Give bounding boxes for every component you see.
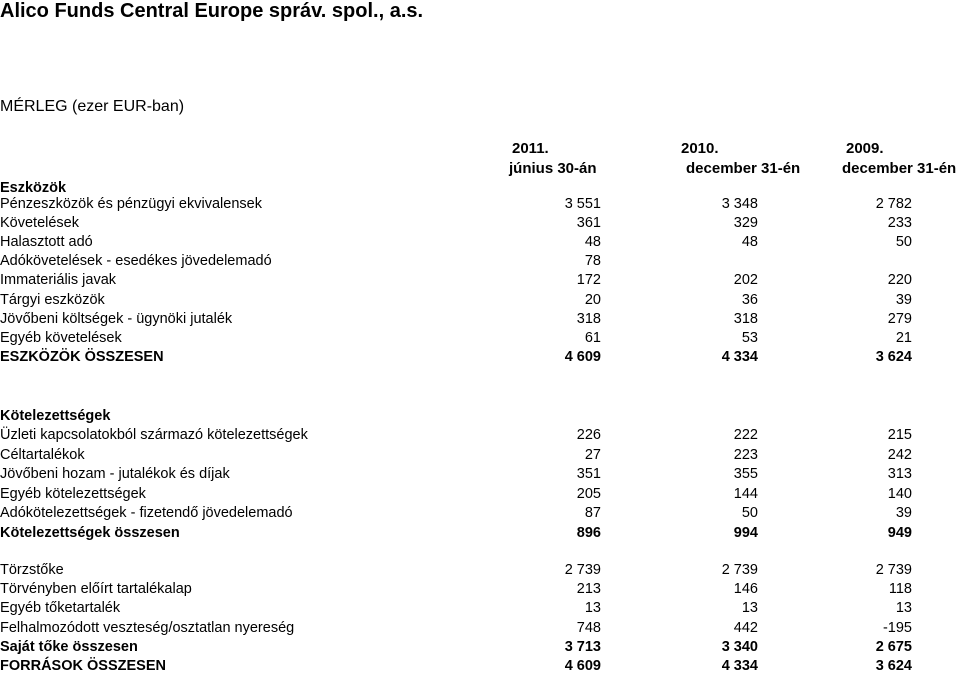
row-value-col-3: 949 [887,524,912,541]
row-label: ESZKÖZÖK ÖSSZESEN [0,348,164,365]
report-title: MÉRLEG (ezer EUR-ban) [0,98,185,115]
row-value-col-2: 442 [733,619,758,636]
row-value-col-3: 2 675 [875,638,912,655]
table-row [0,525,940,544]
row-value-col-2: 2 739 [721,562,758,578]
row-value-col-2: 994 [733,524,758,541]
section-assets-heading: Eszközök [0,180,67,196]
row-value-col-1: 896 [576,524,601,541]
row-label: Üzleti kapcsolatokból származó kötelezettségek [0,427,308,443]
row-value-col-3: 215 [887,427,912,443]
row-value-col-1: 4 609 [564,658,601,674]
row-label: Adókötelezettségek - fizetendő jövedelemadó [0,505,293,521]
table-row [0,639,940,658]
row-value-col-1: 318 [576,310,601,327]
table-row [0,292,940,311]
row-value-col-1: 20 [584,291,601,308]
row-value-col-1: 3 551 [564,196,601,212]
column-date-1: június 30-án [509,160,597,177]
row-value-col-1: 172 [576,272,601,289]
row-label: Követelések [0,215,79,232]
row-label: Jövőbeni költségek - ügynöki jutalék [0,310,233,327]
table-row [0,215,940,234]
table-row [0,581,940,600]
row-label: Céltartalékok [0,446,85,463]
row-value-col-2: 318 [733,310,758,327]
row-value-col-3: 2 782 [875,196,912,212]
row-value-col-3: -195 [882,619,912,636]
row-value-col-1: 213 [576,581,601,598]
row-value-col-1: 361 [576,215,601,232]
row-label: Tárgyi eszközök [0,291,105,308]
row-value-col-1: 4 609 [564,348,601,365]
column-year-3: 2009. [846,140,884,157]
row-value-col-3: 242 [887,446,912,463]
table-row [0,658,940,677]
row-label: Törzstőke [0,562,64,578]
column-year-1: 2011. [512,140,549,157]
row-value-col-1: 13 [584,600,601,617]
row-value-col-2: 144 [733,485,758,502]
row-value-col-3: 279 [887,310,912,327]
row-label: Egyéb tőketartalék [0,600,121,617]
column-year-2: 2010. [681,140,719,157]
row-value-col-2: 53 [741,329,758,346]
row-value-col-3: 39 [895,291,912,308]
row-value-col-3: 118 [888,581,912,598]
row-value-col-3: 39 [895,505,912,521]
row-value-col-1: 48 [584,234,601,251]
row-label: Saját tőke összesen [0,638,138,655]
column-date-3: december 31-én [842,160,957,177]
table-row [0,196,940,215]
row-value-col-2: 4 334 [721,658,758,674]
table-row [0,311,940,330]
row-value-col-2: 202 [733,272,758,289]
row-value-col-3: 21 [895,329,912,346]
row-value-col-1: 226 [576,427,601,443]
row-value-col-3: 50 [895,234,912,251]
row-label: Adókövetelések - esedékes jövedelemadó [0,253,272,270]
row-label: Felhalmozódott veszteség/osztatlan nyereség [0,619,295,636]
row-value-col-1: 2 739 [564,562,601,578]
row-value-col-2: 3 340 [721,638,758,655]
row-value-col-1: 205 [576,485,601,502]
row-value-col-3: 220 [887,272,912,289]
table-row [0,600,940,619]
row-label: Immateriális javak [0,272,117,289]
table-row [0,620,940,639]
row-value-col-1: 3 713 [564,638,601,655]
row-value-col-2: 50 [741,505,758,521]
table-row [0,466,940,485]
row-value-col-2: 355 [733,466,758,482]
row-label: Pénzeszközök és pénzügyi ekvivalensek [0,196,262,212]
table-row [0,505,940,524]
row-value-col-1: 78 [584,253,601,270]
section-liabilities-heading: Kötelezettségek [0,408,111,424]
row-label: Kötelezettségek összesen [0,524,180,541]
row-value-col-2: 329 [733,215,758,232]
row-value-col-3: 233 [887,215,912,232]
row-value-col-2: 3 348 [721,196,758,212]
row-value-col-2: 48 [741,234,758,251]
table-row [0,253,940,272]
table-row [0,486,940,505]
table-row [0,272,940,291]
row-label: Halasztott adó [0,234,93,251]
table-row [0,234,940,253]
row-value-col-3: 2 739 [875,562,912,578]
row-value-col-1: 87 [584,505,601,521]
row-value-col-1: 61 [584,329,601,346]
row-value-col-3: 3 624 [875,658,912,674]
column-date-2: december 31-én [686,160,801,177]
row-value-col-3: 313 [887,466,912,482]
row-value-col-2: 13 [741,600,758,617]
row-value-col-1: 27 [584,446,601,463]
row-value-col-2: 36 [741,291,758,308]
row-value-col-2: 222 [733,427,758,443]
row-value-col-2: 4 334 [721,348,758,365]
row-value-col-2: 223 [733,446,758,463]
row-value-col-2: 146 [733,581,758,598]
row-label: Egyéb kötelezettségek [0,485,146,502]
company-title: Alico Funds Central Europe správ. spol., a.s. [0,0,424,22]
row-label: Jövőbeni hozam - jutalékok és díjak [0,466,230,482]
row-value-col-3: 140 [887,485,912,502]
row-value-col-1: 748 [576,619,601,636]
row-value-col-1: 351 [576,466,601,482]
row-label: Törvényben előírt tartalékalap [0,581,192,598]
table-row [0,427,940,446]
row-value-col-3: 13 [895,600,912,617]
row-value-col-3: 3 624 [875,348,912,365]
table-row [0,562,940,581]
table-row [0,330,940,349]
row-label: Egyéb követelések [0,329,122,346]
table-row [0,447,940,466]
row-label: FORRÁSOK ÖSSZESEN [0,658,166,674]
table-row [0,349,940,368]
